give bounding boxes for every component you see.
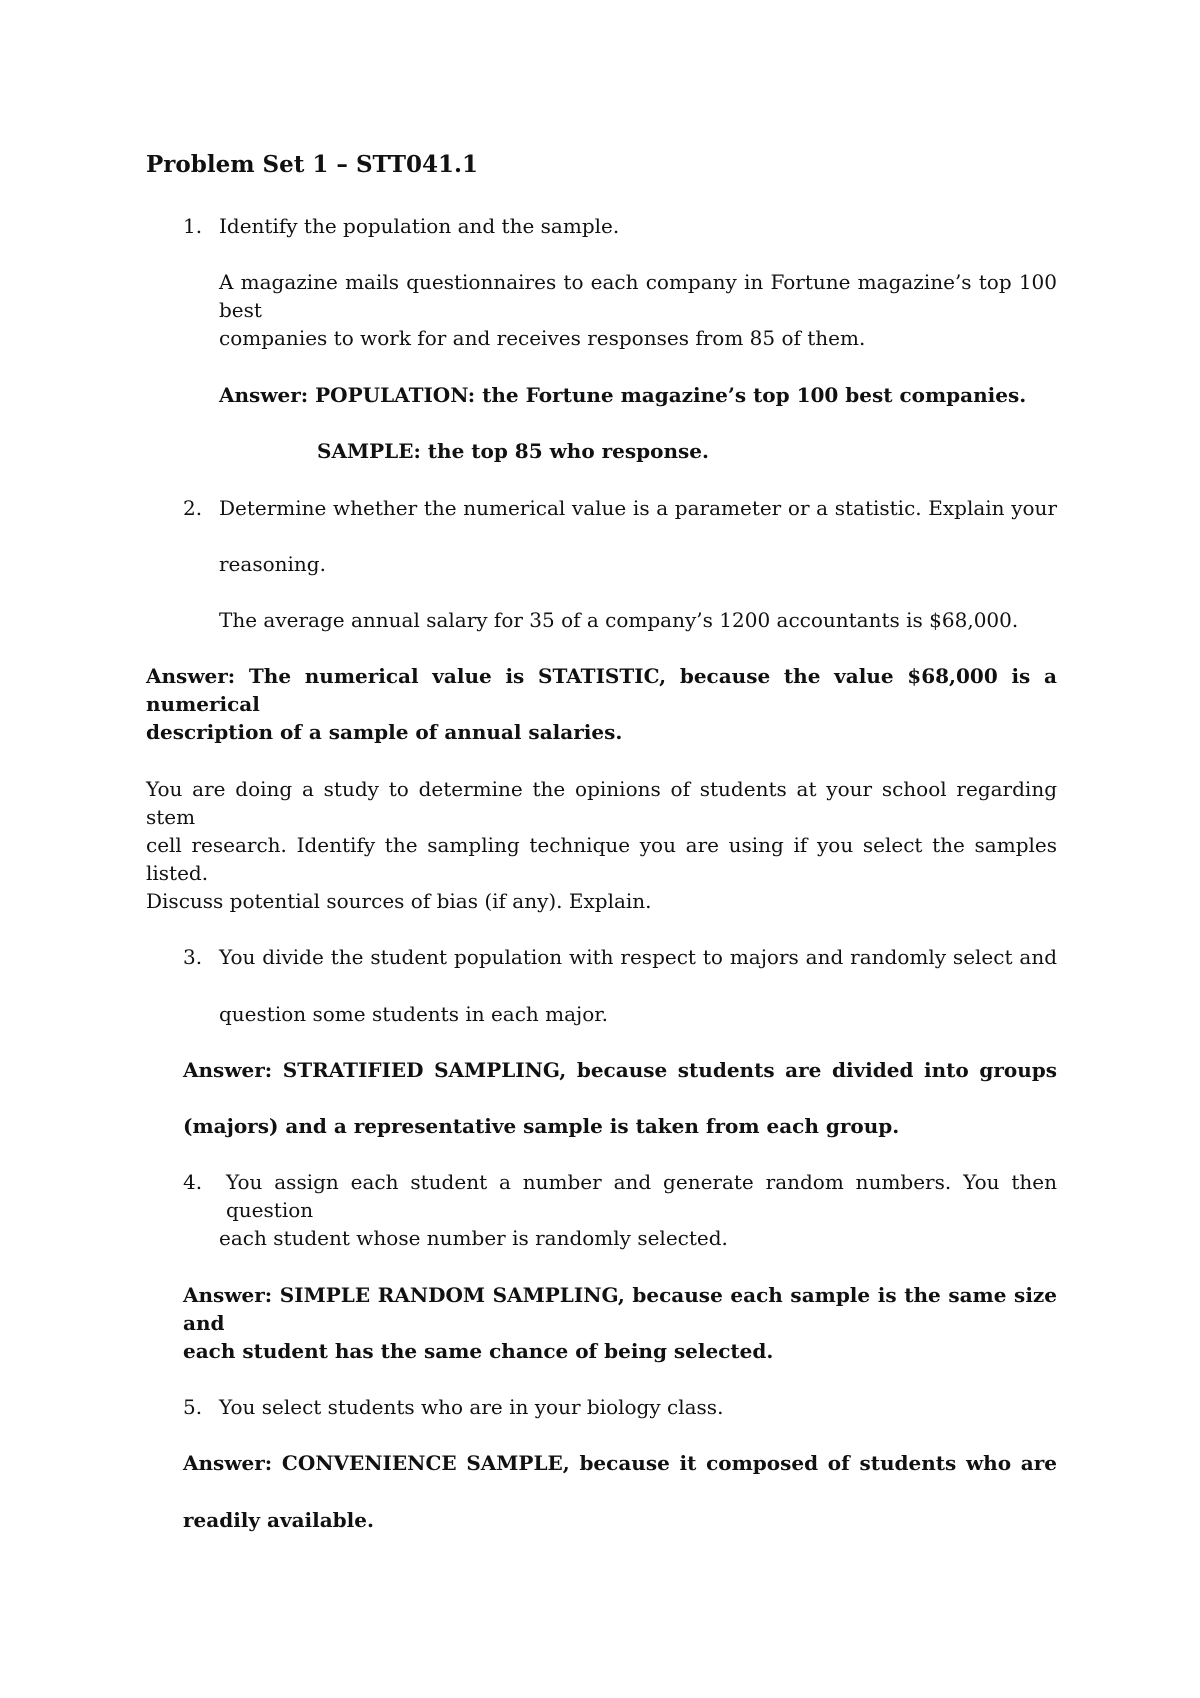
q4-text-line1: You assign each student a number and generate random numbers. You then question (226, 1170, 1057, 1222)
q5-answer-line2: readily available. (183, 1508, 374, 1532)
q2-number: 2. (183, 496, 203, 520)
q1-answer-line2: SAMPLE: the top 85 who response. (317, 439, 709, 463)
q5-text: You select students who are in your biology class. (219, 1395, 724, 1419)
q3-answer-line1: Answer: STRATIFIED SAMPLING, because students are divided into groups (183, 1058, 1057, 1082)
q1-number: 1. (183, 214, 203, 238)
q4-number: 4. (183, 1170, 203, 1194)
page-title: Problem Set 1 – STT041.1 (146, 151, 478, 178)
q2-answer-line2: description of a sample of annual salaries. (146, 720, 623, 744)
q1-answer-line1: Answer: POPULATION: the Fortune magazine’s top 100 best companies. (219, 383, 1027, 407)
q4-text-line2: each student whose number is randomly selected. (219, 1226, 728, 1250)
q2-answer-line1: Answer: The numerical value is STATISTIC, because the value $68,000 is a numerical (146, 664, 1057, 716)
q4-answer-line1: Answer: SIMPLE RANDOM SAMPLING, because each sample is the same size and (183, 1283, 1057, 1335)
intro-line2: cell research. Identify the sampling technique you are using if you select the samples listed. (146, 833, 1057, 885)
q3-number: 3. (183, 945, 203, 969)
q1-text-line2: companies to work for and receives responses from 85 of them. (219, 326, 866, 350)
q2-prompt-line1: Determine whether the numerical value is a parameter or a statistic. Explain your (219, 496, 1057, 520)
intro-line1: You are doing a study to determine the opinions of students at your school regarding stem (146, 777, 1057, 829)
q1-prompt: Identify the population and the sample. (219, 214, 620, 238)
q2-prompt-line2: reasoning. (219, 552, 326, 576)
q4-answer-line2: each student has the same chance of being selected. (183, 1339, 774, 1363)
q1-text-line1: A magazine mails questionnaires to each company in Fortune magazine’s top 100 best (219, 270, 1057, 322)
q3-answer-line2: (majors) and a representative sample is taken from each group. (183, 1114, 900, 1138)
q5-answer-line1: Answer: CONVENIENCE SAMPLE, because it composed of students who are (183, 1451, 1057, 1475)
intro-line3: Discuss potential sources of bias (if any). Explain. (146, 889, 652, 913)
q3-text-line2: question some students in each major. (219, 1002, 609, 1026)
q2-text: The average annual salary for 35 of a company’s 1200 accountants is $68,000. (219, 608, 1019, 632)
q3-text-line1: You divide the student population with respect to majors and randomly select and (219, 945, 1057, 969)
q5-number: 5. (183, 1395, 203, 1419)
